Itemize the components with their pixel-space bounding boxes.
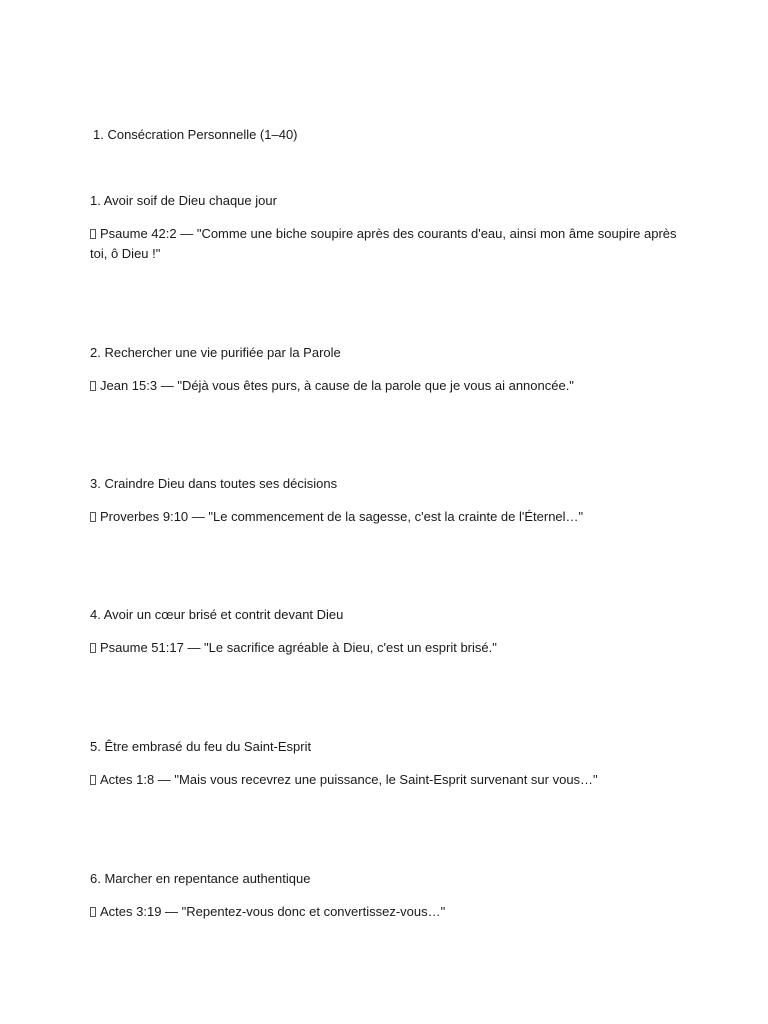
verse-text: Psaume 42:2 — "Comme une biche soupire après des courants d'eau, ainsi mon âme soupire après toi, ô Dieu !" <box>90 226 677 261</box>
item-title: 2. Rechercher une vie purifiée par la Parole <box>90 345 341 360</box>
list-item <box>90 475 690 527</box>
list-item <box>90 738 690 790</box>
missing-glyph-icon <box>90 512 96 522</box>
item-title: 1. Avoir soif de Dieu chaque jour <box>90 193 277 208</box>
section-title: 1. Consécration Personnelle (1–40) <box>93 127 298 142</box>
missing-glyph-icon <box>90 775 96 785</box>
item-title: 6. Marcher en repentance authentique <box>90 871 311 886</box>
verse-reference <box>90 376 690 396</box>
item-title: 5. Être embrasé du feu du Saint-Esprit <box>90 739 312 754</box>
missing-glyph-icon <box>90 643 96 653</box>
missing-glyph-icon <box>90 907 96 917</box>
verse-reference <box>90 638 690 658</box>
verse-reference <box>90 507 690 527</box>
list-item <box>90 606 690 658</box>
item-title: 4. Avoir un cœur brisé et contrit devant Dieu <box>90 607 344 622</box>
verse-text: Psaume 51:17 — "Le sacrifice agréable à Dieu, c'est un esprit brisé." <box>100 640 497 655</box>
list-item <box>90 870 690 922</box>
item-title: 3. Craindre Dieu dans toutes ses décisions <box>90 476 338 491</box>
list-item <box>90 192 690 264</box>
missing-glyph-icon <box>90 229 96 239</box>
list-item <box>90 344 690 396</box>
verse-text: Actes 3:19 — "Repentez-vous donc et convertissez-vous…" <box>100 904 446 919</box>
verse-text: Proverbes 9:10 — "Le commencement de la sagesse, c'est la crainte de l'Éternel…" <box>100 509 584 524</box>
verse-text: Actes 1:8 — "Mais vous recevrez une puissance, le Saint-Esprit survenant sur vous…" <box>100 772 598 787</box>
verse-reference <box>90 770 690 790</box>
verse-text: Jean 15:3 — "Déjà vous êtes purs, à cause de la parole que je vous ai annoncée." <box>100 378 574 393</box>
missing-glyph-icon <box>90 381 96 391</box>
verse-reference <box>90 224 690 264</box>
verse-reference <box>90 902 690 922</box>
